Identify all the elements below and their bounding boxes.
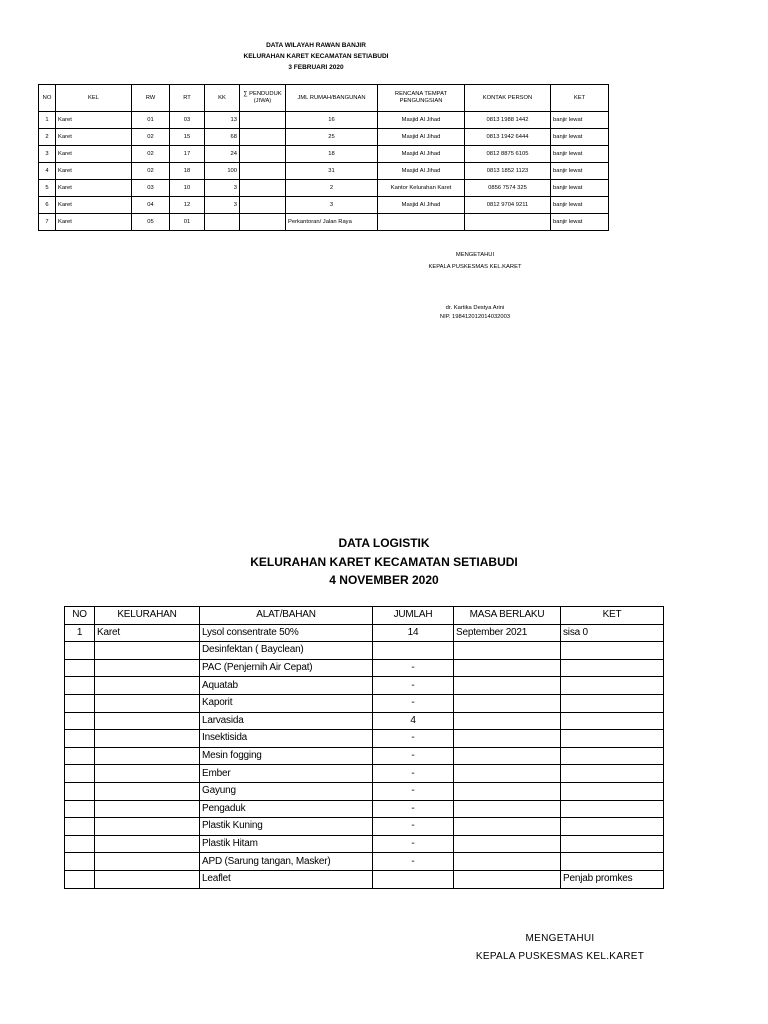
table-cell: 0813 1988 1442 — [465, 112, 551, 129]
table-cell: 05 — [132, 214, 170, 231]
table-cell — [561, 730, 664, 748]
table-cell: banjir lewat — [551, 112, 609, 129]
table-cell: Kantor Kelurahan Karet — [378, 180, 465, 197]
table-cell: - — [373, 800, 454, 818]
table-row — [65, 818, 664, 836]
table-cell: 31 — [286, 163, 378, 180]
table-cell: 03 — [170, 112, 205, 129]
table-cell — [240, 163, 286, 180]
table-cell: Insektisida — [200, 730, 373, 748]
table-cell — [95, 870, 200, 888]
table-cell: 03 — [132, 180, 170, 197]
table-cell: 1 — [39, 112, 56, 129]
table-row — [39, 112, 609, 129]
table-cell: banjir lewat — [551, 214, 609, 231]
table-cell — [65, 818, 95, 836]
table-header-row — [39, 85, 609, 112]
table-cell — [454, 835, 561, 853]
table-cell — [240, 112, 286, 129]
table-cell: Karet — [56, 129, 132, 146]
table-cell: 4 — [39, 163, 56, 180]
table-cell: 0812 8875 6105 — [465, 146, 551, 163]
table-cell: Karet — [56, 197, 132, 214]
table-cell — [454, 677, 561, 695]
table-cell: 14 — [373, 624, 454, 642]
table-cell: - — [373, 730, 454, 748]
table-cell: 13 — [205, 112, 240, 129]
table-cell: 2 — [286, 180, 378, 197]
table-cell: 3 — [205, 180, 240, 197]
table-cell: - — [373, 694, 454, 712]
column-header: KEL — [56, 85, 132, 112]
table-cell: banjir lewat — [551, 146, 609, 163]
table-cell — [373, 870, 454, 888]
table-row — [65, 765, 664, 783]
table-row — [65, 800, 664, 818]
table-cell: 3 — [205, 197, 240, 214]
column-header: NO — [65, 607, 95, 625]
table-cell: Masjid Al Jihad — [378, 129, 465, 146]
table-cell — [561, 800, 664, 818]
table-cell — [65, 853, 95, 871]
table-cell — [240, 129, 286, 146]
table-cell: Karet — [56, 180, 132, 197]
table-cell — [454, 818, 561, 836]
doc2-subtitle: KELURAHAN KARET KECAMATAN SETIABUDI — [250, 555, 518, 569]
column-header: KK — [205, 85, 240, 112]
table-cell — [65, 659, 95, 677]
doc1-acknowledged-label: MENGETAHUI — [455, 252, 495, 258]
table-row — [65, 730, 664, 748]
table-cell — [95, 818, 200, 836]
table-cell: 17 — [170, 146, 205, 163]
table-cell: Penjab promkes — [561, 870, 664, 888]
table-cell — [561, 765, 664, 783]
table-row — [65, 659, 664, 677]
table-cell: 4 — [373, 712, 454, 730]
table-cell: Aquatab — [200, 677, 373, 695]
table-cell — [65, 747, 95, 765]
doc1-signatory-name: dr. Kartika Destya Arini — [445, 305, 505, 311]
table-cell: - — [373, 747, 454, 765]
table-cell: Larvasida — [200, 712, 373, 730]
table-cell: 0813 1942 6444 — [465, 129, 551, 146]
table-cell: Karet — [56, 112, 132, 129]
table-cell: Karet — [56, 214, 132, 231]
column-header: JML RUMAH/BANGUNAN — [286, 85, 378, 112]
table-row — [39, 214, 609, 231]
table-cell: Karet — [56, 146, 132, 163]
column-header: KET — [551, 85, 609, 112]
table-cell: 0856 7574 325 — [465, 180, 551, 197]
table-cell: Masjid Al Jihad — [378, 197, 465, 214]
table-cell: 15 — [170, 129, 205, 146]
table-cell — [561, 712, 664, 730]
table-cell: 01 — [170, 214, 205, 231]
table-cell: Mesin fogging — [200, 747, 373, 765]
table-cell — [454, 747, 561, 765]
table-cell — [561, 694, 664, 712]
table-cell: 3 — [39, 146, 56, 163]
table-cell: sisa 0 — [561, 624, 664, 642]
table-cell: Karet — [95, 624, 200, 642]
table-cell: - — [373, 818, 454, 836]
table-cell — [561, 835, 664, 853]
column-header: RW — [132, 85, 170, 112]
table-cell: 0813 1852 1123 — [465, 163, 551, 180]
table-cell — [454, 659, 561, 677]
doc1-signatory-title: KEPALA PUSKESMAS KEL.KARET — [428, 264, 522, 270]
table-row — [39, 129, 609, 146]
table-cell — [95, 677, 200, 695]
table-cell — [95, 782, 200, 800]
table-cell — [95, 835, 200, 853]
table-cell: 12 — [170, 197, 205, 214]
table-cell: 0812 9704 9211 — [465, 197, 551, 214]
table-cell: 02 — [132, 163, 170, 180]
table-cell — [95, 694, 200, 712]
table-cell — [240, 180, 286, 197]
table-cell: 68 — [205, 129, 240, 146]
table-cell — [65, 677, 95, 695]
table-row — [65, 712, 664, 730]
table-cell — [240, 146, 286, 163]
table-cell: 16 — [286, 112, 378, 129]
table-cell: Kaporit — [200, 694, 373, 712]
table-cell: banjir lewat — [551, 163, 609, 180]
table-cell — [65, 730, 95, 748]
table-cell: 2 — [39, 129, 56, 146]
table-cell — [561, 853, 664, 871]
doc1-signatory-nip: NIP. 198412012014032003 — [439, 314, 511, 320]
table-cell: 02 — [132, 129, 170, 146]
table-cell — [205, 214, 240, 231]
table-cell: - — [373, 835, 454, 853]
table-cell — [65, 642, 95, 660]
table-cell: Masjid Al Jihad — [378, 112, 465, 129]
table-cell — [454, 712, 561, 730]
table-cell — [454, 694, 561, 712]
table-cell: banjir lewat — [551, 129, 609, 146]
table-row — [65, 853, 664, 871]
table-cell — [454, 782, 561, 800]
table-cell — [454, 870, 561, 888]
table-row — [65, 747, 664, 765]
column-header: MASA BERLAKU — [454, 607, 561, 625]
table-cell — [561, 782, 664, 800]
table-cell: 3 — [286, 197, 378, 214]
table-cell — [95, 659, 200, 677]
table-cell: Masjid Al Jihad — [378, 146, 465, 163]
column-header: NO — [39, 85, 56, 112]
table-cell: - — [373, 782, 454, 800]
table-cell: Lysol consentrate 50% — [200, 624, 373, 642]
table-cell: banjir lewat — [551, 180, 609, 197]
table-row — [65, 694, 664, 712]
table-cell — [561, 747, 664, 765]
doc2-signatory-title: KEPALA PUSKESMAS KEL.KARET — [475, 951, 645, 962]
table-row — [39, 163, 609, 180]
table-cell — [454, 853, 561, 871]
doc1-date: 3 FEBRUARI 2020 — [288, 64, 344, 71]
table-cell — [95, 853, 200, 871]
table-cell: Pengaduk — [200, 800, 373, 818]
table-cell — [65, 835, 95, 853]
flood-area-table — [38, 84, 609, 231]
table-cell — [65, 765, 95, 783]
column-header: JUMLAH — [373, 607, 454, 625]
table-cell — [454, 800, 561, 818]
table-cell — [65, 870, 95, 888]
table-cell — [561, 659, 664, 677]
table-cell: Plastik Hitam — [200, 835, 373, 853]
table-cell: 18 — [286, 146, 378, 163]
table-cell — [465, 214, 551, 231]
table-header-row — [65, 607, 664, 625]
doc1-title: DATA WILAYAH RAWAN BANJIR — [266, 42, 366, 49]
column-header: RT — [170, 85, 205, 112]
table-cell: APD (Sarung tangan, Masker) — [200, 853, 373, 871]
table-cell: Perkantoran/ Jalan Raya — [286, 214, 378, 231]
doc1-subtitle: KELURAHAN KARET KECAMATAN SETIABUDI — [243, 53, 389, 60]
table-cell: banjir lewat — [551, 197, 609, 214]
table-cell: 100 — [205, 163, 240, 180]
table-cell: Karet — [56, 163, 132, 180]
table-cell — [65, 712, 95, 730]
column-header: ALAT/BAHAN — [200, 607, 373, 625]
table-cell — [240, 197, 286, 214]
table-cell: 01 — [132, 112, 170, 129]
column-header: KONTAK PERSON — [465, 85, 551, 112]
table-cell: 1 — [65, 624, 95, 642]
doc2-title: DATA LOGISTIK — [338, 536, 430, 550]
logistics-table — [64, 606, 664, 889]
table-row — [39, 146, 609, 163]
table-cell: 6 — [39, 197, 56, 214]
table-row — [39, 197, 609, 214]
table-cell: - — [373, 677, 454, 695]
table-cell — [454, 765, 561, 783]
table-cell — [454, 730, 561, 748]
table-cell — [373, 642, 454, 660]
table-cell — [240, 214, 286, 231]
table-cell — [378, 214, 465, 231]
table-cell — [95, 712, 200, 730]
table-cell: 24 — [205, 146, 240, 163]
table-cell: - — [373, 853, 454, 871]
table-cell — [65, 782, 95, 800]
table-row — [39, 180, 609, 197]
table-cell — [561, 642, 664, 660]
column-header: ∑ PENDUDUK (JIWA) — [240, 85, 286, 112]
table-cell: 7 — [39, 214, 56, 231]
table-cell — [95, 747, 200, 765]
table-cell: Masjid Al Jihad — [378, 163, 465, 180]
column-header: KET — [561, 607, 664, 625]
table-cell: - — [373, 659, 454, 677]
table-cell — [95, 765, 200, 783]
table-row — [65, 677, 664, 695]
table-row — [65, 642, 664, 660]
table-cell: September 2021 — [454, 624, 561, 642]
doc2-date: 4 NOVEMBER 2020 — [329, 573, 439, 587]
table-cell: 10 — [170, 180, 205, 197]
table-cell: Leaflet — [200, 870, 373, 888]
table-cell — [95, 730, 200, 748]
table-row — [65, 870, 664, 888]
table-cell: 02 — [132, 146, 170, 163]
table-cell — [95, 642, 200, 660]
doc2-acknowledged-label: MENGETAHUI — [525, 933, 595, 944]
table-cell: Desinfektan ( Bayclean) — [200, 642, 373, 660]
table-cell: 18 — [170, 163, 205, 180]
table-cell: 25 — [286, 129, 378, 146]
table-cell — [65, 800, 95, 818]
table-cell: 5 — [39, 180, 56, 197]
table-cell: 04 — [132, 197, 170, 214]
table-cell — [561, 677, 664, 695]
table-cell: Ember — [200, 765, 373, 783]
table-cell — [65, 694, 95, 712]
column-header: RENCANA TEMPAT PENGUNGSIAN — [378, 85, 465, 112]
table-row — [65, 835, 664, 853]
table-cell — [561, 818, 664, 836]
table-cell: - — [373, 765, 454, 783]
table-cell: PAC (Penjernih Air Cepat) — [200, 659, 373, 677]
column-header: KELURAHAN — [95, 607, 200, 625]
table-cell — [454, 642, 561, 660]
table-cell: Gayung — [200, 782, 373, 800]
table-cell — [95, 800, 200, 818]
table-row — [65, 624, 664, 642]
table-cell: Plastik Kuning — [200, 818, 373, 836]
table-row — [65, 782, 664, 800]
